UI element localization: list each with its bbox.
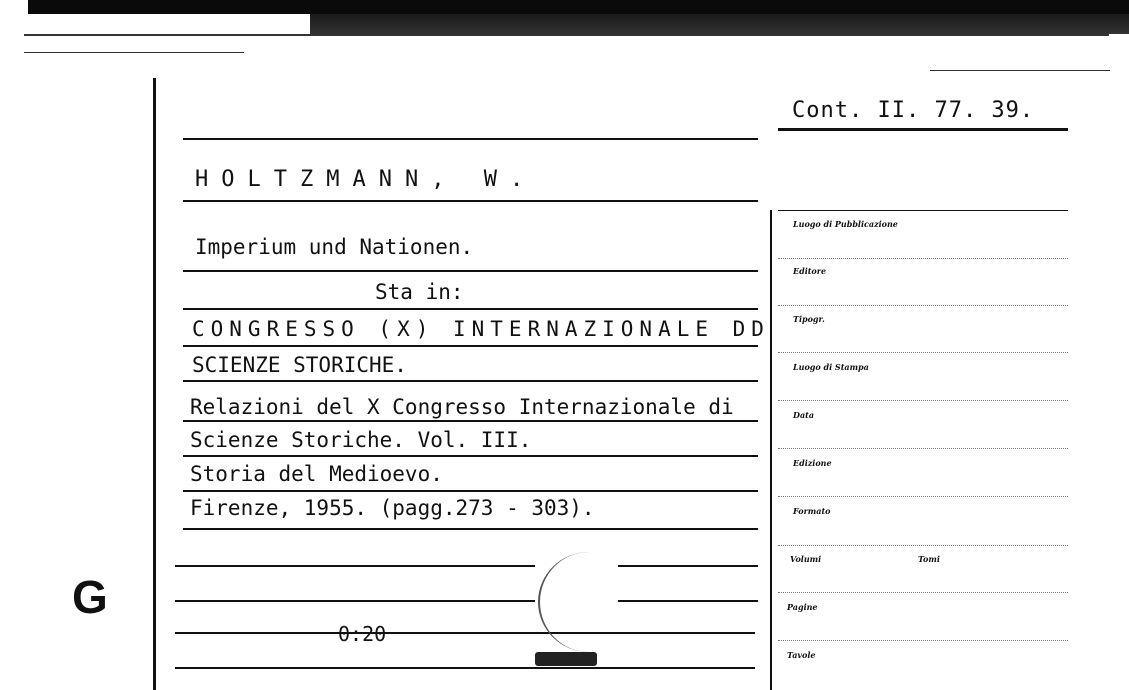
call-number-underline	[778, 128, 1068, 131]
field-line	[778, 640, 1068, 641]
field-line	[778, 496, 1068, 497]
scan-artifact-line	[930, 70, 1110, 71]
rule-line	[183, 490, 758, 492]
field-tipografia: Tipogr.	[793, 314, 825, 324]
scan-border-top-shadow	[310, 14, 1129, 34]
call-number: Cont. II. 77. 39.	[792, 98, 1035, 123]
publication-line-4: Firenze, 1955. (pagg.273 - 303).	[190, 496, 595, 520]
form-panel-top	[778, 210, 1068, 211]
rule-line	[183, 138, 758, 140]
field-formato: Formato	[793, 506, 831, 516]
field-line	[778, 545, 1068, 546]
rule-line	[618, 565, 758, 567]
rule-line	[183, 345, 758, 347]
rule-line	[183, 200, 758, 202]
field-luogo-stampa: Luogo di Stampa	[793, 362, 869, 372]
field-tomi: Tomi	[918, 554, 940, 564]
rule-line	[183, 455, 758, 457]
congress-line-2: SCIENZE STORICHE.	[192, 353, 407, 377]
work-title: Imperium und Nationen.	[195, 235, 474, 259]
rule-line	[175, 565, 535, 567]
publication-line-1: Relazioni del X Congresso Internazionale di	[190, 395, 734, 419]
handwritten-number: 0:20	[338, 622, 387, 646]
field-line	[778, 400, 1068, 401]
rule-line	[183, 420, 758, 422]
field-edizione: Edizione	[793, 458, 832, 468]
scan-border-top	[28, 0, 1129, 14]
scan-artifact-line	[24, 34, 1109, 36]
rule-line	[175, 667, 755, 669]
field-line	[778, 258, 1068, 259]
contained-in-label: Sta in:	[375, 280, 464, 304]
publication-line-3: Storia del Medioevo.	[190, 462, 443, 486]
field-pagine: Pagine	[787, 602, 818, 612]
rule-line	[175, 632, 755, 634]
field-volumi: Volumi	[790, 554, 822, 564]
field-luogo-pubblicazione: Luogo di Pubblicazione	[793, 219, 898, 229]
field-line	[778, 448, 1068, 449]
rule-line	[183, 380, 758, 382]
card-left-edge	[153, 78, 156, 690]
field-tavole: Tavole	[787, 650, 816, 660]
congress-line-1: CONGRESSO (X) INTERNAZIONALE DD	[192, 317, 770, 341]
publication-line-2: Scienze Storiche. Vol. III.	[190, 428, 532, 452]
scan-artifact-line	[24, 52, 244, 53]
field-line	[778, 592, 1068, 593]
field-editore: Editore	[793, 266, 827, 276]
form-panel-border	[770, 210, 772, 690]
margin-letter: G	[72, 571, 108, 623]
author-name: HOLTZMANN, W.	[195, 167, 537, 192]
rule-line	[183, 308, 758, 310]
field-data: Data	[793, 410, 814, 420]
rule-line	[175, 600, 535, 602]
ink-smudge	[535, 652, 597, 666]
rule-line	[183, 270, 758, 272]
field-line	[778, 305, 1068, 306]
field-line	[778, 352, 1068, 353]
rule-line	[183, 528, 758, 530]
library-stamp	[538, 552, 640, 652]
